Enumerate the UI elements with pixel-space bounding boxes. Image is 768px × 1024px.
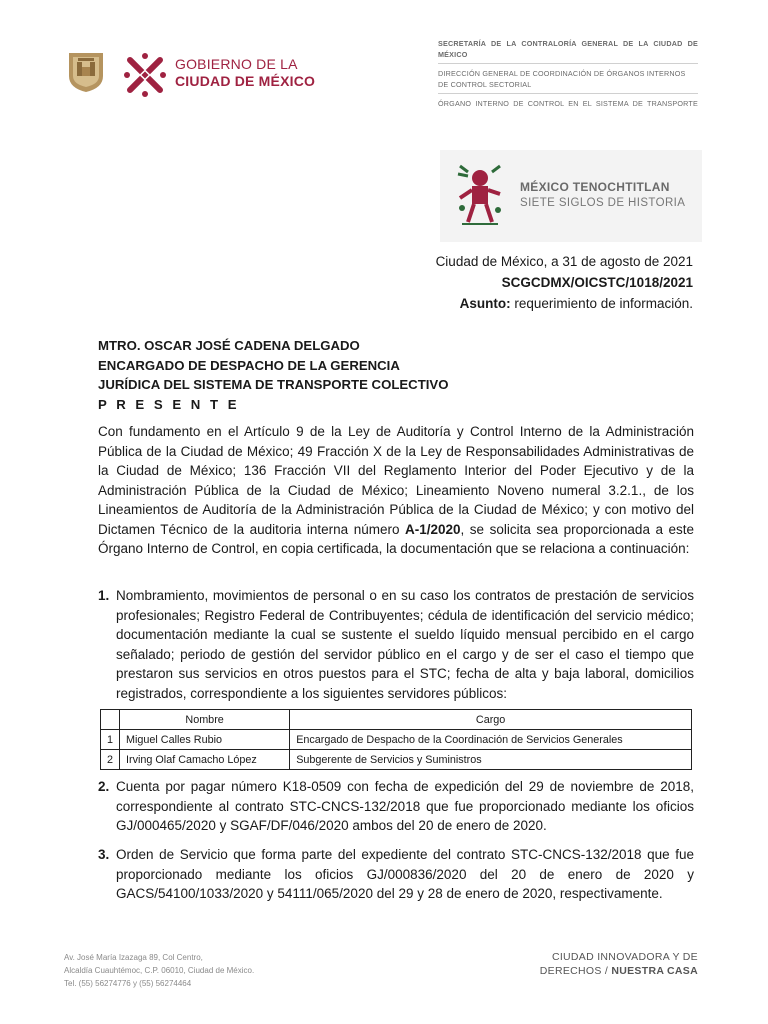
table-header-position: Cargo [290,710,692,730]
item-text: Orden de Servicio que forma parte del expediente del contrato STC-CNCS-132/2018 que fue proporcionado mediante los oficios GJ/000836/2020 del 20 de enero de 2020 y GACS/54100/1033/2020 y 54111/065/2020 del 29 y 28 de enero de 2020, respectivamente. [116,847,694,901]
item-number: 1. [98,588,110,603]
presente-line: P R E S E N T E [98,396,240,412]
table-cell-index: 1 [101,730,120,750]
table-cell-name: Miguel Calles Rubio [120,730,290,750]
slogan-part-b: NUESTRA CASA [611,965,698,977]
department-secretariat: SECRETARÍA DE LA CONTRALORÍA GENERAL DE LA CIUDAD DE MÉXICO [438,39,698,59]
addressee-name: MTRO. OSCAR JOSÉ CADENA DELGADO [98,338,360,353]
list-item [98,777,694,836]
banner-title: MÉXICO TENOCHTITLAN [520,180,670,194]
slogan-line-1: CIUDAD INNOVADORA Y DE [551,951,698,963]
government-logo-text [175,56,315,90]
subject-text: requerimiento de información. [510,296,693,311]
list-item [98,845,694,904]
department-direction: DIRECCIÓN GENERAL DE COORDINACIÓN DE ÓRGANOS INTERNOS DE CONTROL SECTORIAL [438,69,686,89]
item-text: Cuenta por pagar número K18-0509 con fecha de expedición del 29 de noviembre de 2018, correspondiente al contrato STC-CNCS-132/2018 que fue proporcionado mediante los oficios GJ/000465/2020 y SGAF/DF/046/2020 ambos del 20 de enero de 2020. [116,779,694,833]
table-row [101,750,692,770]
slogan-line-2 [540,964,698,978]
addressee-title-2: JURÍDICA DEL SISTEMA DE TRANSPORTE COLECTIVO [98,377,449,392]
footer-address [64,951,254,990]
logo-line-1: GOBIERNO DE LA [175,56,298,72]
letter-date: Ciudad de México, a 31 de agosto de 2021 [435,254,693,269]
officials-table [100,709,692,770]
table-header-name: Nombre [120,710,290,730]
subject-label: Asunto: [459,296,511,311]
cdmx-emblem-logo [120,50,170,100]
header-divider [438,63,698,64]
tenochtitlan-banner [440,150,702,242]
department-organ: ÓRGANO INTERNO DE CONTROL EN EL SISTEMA DE TRANSPORTE [438,99,698,108]
body-paragraph [98,422,694,559]
banner-subtitle: SIETE SIGLOS DE HISTORIA [520,197,686,209]
list-item [98,586,694,703]
table-row [101,730,692,750]
body-text-before: Con fundamento en el Artículo 9 de la Ley de Auditoría y Control Interno de la Administración Pública de la Ciudad de México; 49 Fracción X de la Ley de Responsabilidades Administrativas de la Ciudad de México; 136 Fracción VII del Reglamento Interior del Poder Ejecutivo y de la Administración Pública de la Ciudad de México; Lineamiento Noveno numeral 3.2.1., de los Lineamientos de Auditoría de la Administración Pública de la Ciudad de México; y con motivo del Dictamen Técnico de la auditoria interna número [98,424,694,537]
table-cell-position: Encargado de Despacho de la Coordinación de Servicios Generales [290,730,692,750]
item-number: 2. [98,779,110,794]
department-header [438,38,698,109]
item-text: Nombramiento, movimientos de personal o en su caso los contratos de prestación de servicios profesionales; Registro Federal de Contribuyentes; cédula de identificación del servicio médico; documentación mediante la cual se sustente el sueldo líquido mensual percibido en el cargo señalado; periodo de gestión del servidor público en el cargo y de ser el caso el tiempo que prestaron sus servicios en otros puestos para el STC; fecha de alta y baja laboral, domicilios registrados, correspondiente a los siguientes servidores públicos: [116,588,694,701]
table-header-index [101,710,120,730]
item-number: 3. [98,847,110,862]
cdmx-shield-logo [66,50,106,94]
audit-number: A-1/2020 [405,521,461,537]
table-header-row [101,710,692,730]
table-cell-name: Irving Olaf Camacho López [120,750,290,770]
reference-number: SCGCDMX/OICSTC/1018/2021 [501,275,693,290]
subject-line [436,293,693,314]
aztec-warrior-icon [454,164,504,228]
table-cell-index: 2 [101,750,120,770]
addressee-title-1: ENCARGADO DE DESPACHO DE LA GERENCIA [98,357,400,373]
footer-address-line-1: Av. José María Izazaga 89, Col Centro, [64,953,203,962]
footer-address-line-2: Alcaldía Cuauhtémoc, C.P. 06010, Ciudad de México. [64,966,255,975]
logo-line-2: CIUDAD DE MÉXICO [175,73,316,89]
table-cell-position: Subgerente de Servicios y Suministros [290,750,692,770]
body-text-after: , se solicita sea proporcionada a este Órgano Interno de Control, en copia certificada, la documentación que se relaciona a continuación: [98,521,694,556]
slogan-part-a: DERECHOS / [539,965,612,977]
header-divider [438,93,698,94]
addressee-block [98,336,448,414]
date-block [436,251,693,314]
footer-phone: Tel. (55) 56274776 y (55) 56274464 [64,979,192,988]
footer-slogan [540,950,698,978]
